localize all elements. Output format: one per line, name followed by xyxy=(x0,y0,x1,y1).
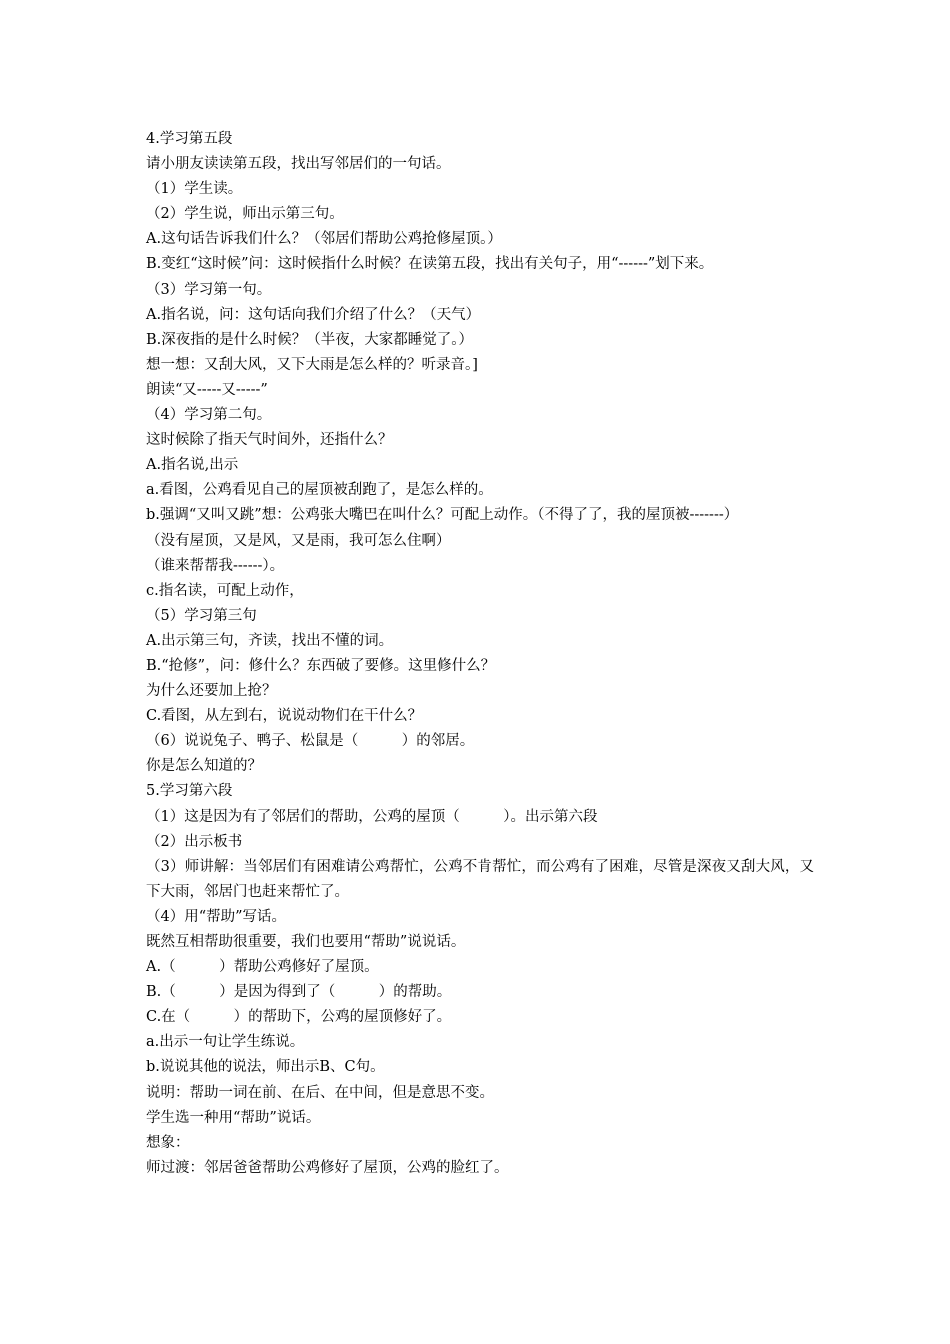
text-line: 想一想：又刮大风，又下大雨是怎么样的？听录音。] xyxy=(146,356,478,373)
text-line: B.变红“这时候”问：这时候指什么时候？在读第五段，找出有关句子，用“------”划下来。 xyxy=(146,256,714,273)
text-line: （1）这是因为有了邻居们的帮助，公鸡的屋顶（ ）。出示第六段 xyxy=(146,808,598,825)
text-line: （没有屋顶，又是风，又是雨，我可怎么住啊） xyxy=(146,532,451,549)
text-line: B.“抢修”，问：修什么？东西破了要修。这里修什么？ xyxy=(146,657,496,674)
text-line: 这时候除了指天气时间外，还指什么？ xyxy=(146,432,393,449)
text-line: A.指名说,出示 xyxy=(146,457,239,474)
text-line: C.看图，从左到右，说说动物们在干什么？ xyxy=(146,708,423,725)
text-line: （谁来帮帮我------）。 xyxy=(146,557,285,574)
text-line: A.这句话告诉我们什么？（邻居们帮助公鸡抢修屋顶。） xyxy=(146,231,502,248)
section-heading: 5.学习第六段 xyxy=(146,783,233,800)
text-line: B.（ ）是因为得到了（ ）的帮助。 xyxy=(146,984,452,1001)
text-line: （2）出示板书 xyxy=(146,833,243,850)
document-body xyxy=(146,127,814,1181)
text-line: b.说说其他的说法，师出示B、C句。 xyxy=(146,1059,385,1076)
text-line: A.（ ）帮助公鸡修好了屋顶。 xyxy=(146,959,379,976)
text-line: （1）学生读。 xyxy=(146,181,243,198)
text-line: B.深夜指的是什么时候？（半夜，大家都睡觉了。） xyxy=(146,331,474,348)
text-line: 请小朋友读读第五段，找出写邻居们的一句话。 xyxy=(146,156,451,173)
text-line: 想象： xyxy=(146,1134,190,1151)
text-line: 说明：帮助一词在前、在后、在中间，但是意思不变。 xyxy=(146,1084,494,1101)
text-line: 为什么还要加上抢？ xyxy=(146,683,277,700)
text-line: 朗读“又-----又-----” xyxy=(146,381,268,398)
text-line: （2）学生说，师出示第三句。 xyxy=(146,206,344,223)
text-line: 学生选一种用“帮助”说话。 xyxy=(146,1109,321,1126)
text-line: C.在（ ）的帮助下，公鸡的屋顶修好了。 xyxy=(146,1009,452,1026)
text-line: 师过渡：邻居爸爸帮助公鸡修好了屋顶，公鸡的脸红了。 xyxy=(146,1159,509,1176)
text-line: 既然互相帮助很重要，我们也要用“帮助”说说话。 xyxy=(146,934,466,950)
text-line: （3）学习第一句。 xyxy=(146,281,272,298)
text-line: a.出示一句让学生练说。 xyxy=(146,1034,305,1051)
text-line: 你是怎么知道的？ xyxy=(146,758,262,775)
text-line: （5）学习第三句 xyxy=(146,607,257,624)
text-line: （4）用“帮助”写话。 xyxy=(146,908,287,925)
text-line: （3）师讲解：当邻居们有困难请公鸡帮忙，公鸡不肯帮忙，而公鸡有了困难，尽管是深夜又刮大风，又下大雨，邻居门也赶来帮忙了。 xyxy=(146,858,814,900)
text-line: c.指名读，可配上动作， xyxy=(146,582,304,599)
section-heading: 4.学习第五段 xyxy=(146,131,233,147)
text-line: A.出示第三句，齐读，找出不懂的词。 xyxy=(146,632,394,649)
text-line: A.指名说，问：这句话向我们介绍了什么？（天气） xyxy=(146,306,481,323)
text-line: （4）学习第二句。 xyxy=(146,407,272,424)
text-line: a.看图，公鸡看见自己的屋顶被刮跑了，是怎么样的。 xyxy=(146,482,493,499)
text-line: b.强调“又叫又跳”想：公鸡张大嘴巴在叫什么？可配上动作。（不得了了，我的屋顶被-------） xyxy=(146,507,739,524)
text-line: （6）说说兔子、鸭子、松鼠是（ ）的邻居。 xyxy=(146,733,475,750)
